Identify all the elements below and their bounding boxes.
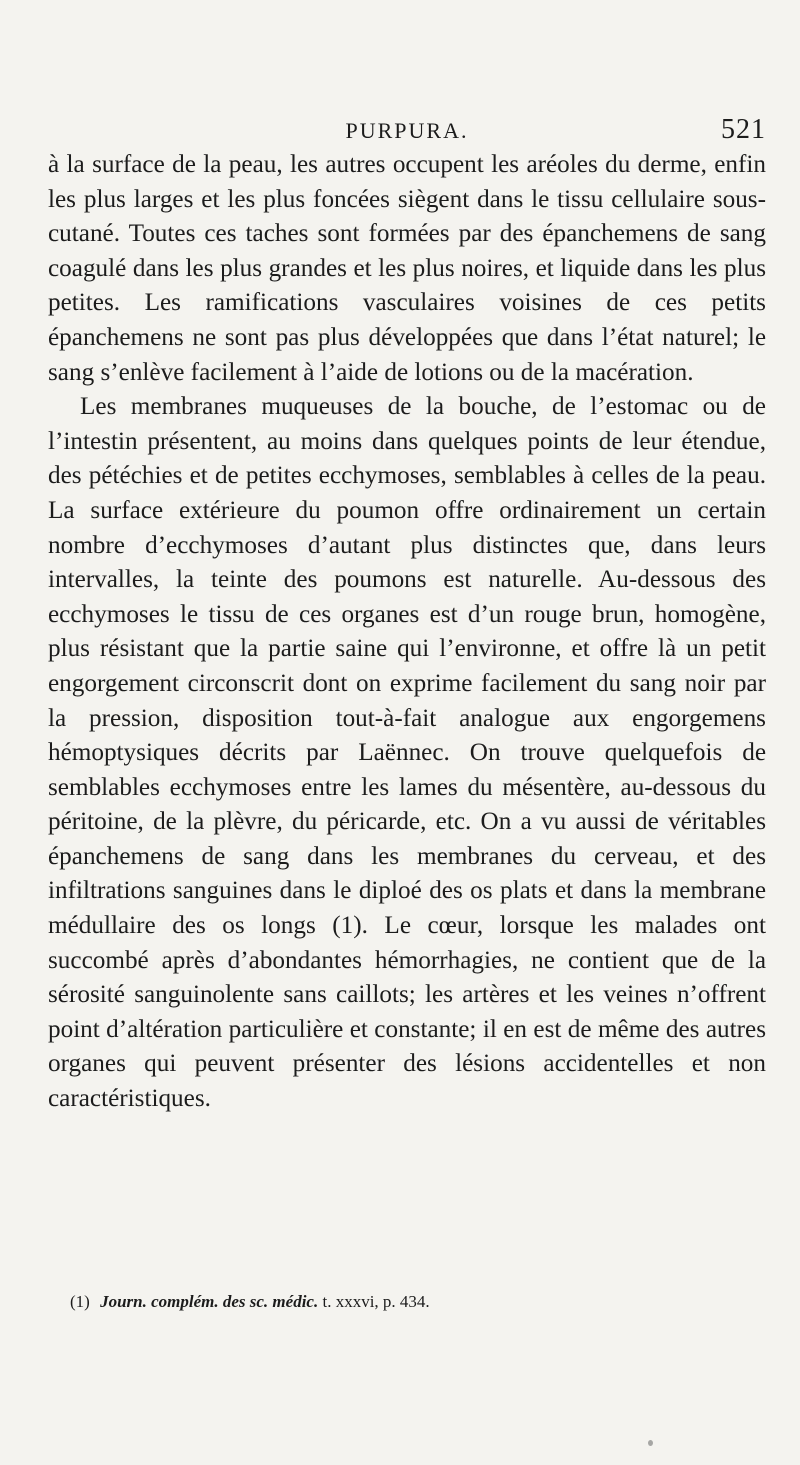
running-head xyxy=(48,116,766,146)
paragraph-continued: à la surface de la peau, les autres occupent les aréoles du derme, enfin les plus larges et les plus foncées siègent dans le tissu cellulaire sous-cutané. Toutes ces taches sont formées par des épanchemens de sang coagulé dans les plus grandes et les plus noires, et liquide dans les plus petites. Les ramifications vasculaires voisines de ces petits épanchemens ne sont pas plus développées que dans l’état naturel; le sang s’enlève facilement à l’aide de lotions ou de la macération. xyxy=(48,151,766,386)
running-title: PURPURA. xyxy=(345,118,469,143)
body-text xyxy=(48,148,766,1117)
paper-speck xyxy=(648,1440,653,1446)
page-number: 521 xyxy=(721,114,766,145)
footnote-citation: t. xxxvi, p. 434. xyxy=(322,1292,430,1311)
footnote xyxy=(70,1290,770,1314)
footnote-ref: (1) xyxy=(70,1292,90,1311)
footnote-source: Journ. complém. des sc. médic. xyxy=(100,1292,319,1311)
paragraph-membranes: Les membranes muqueuses de la bouche, de l’estomac ou de l’intestin présentent, au moins dans quelques points de leur étendue, des pétéchies et de petites ecchymoses, semblables à celles de la peau. La surface extérieure du poumon offre ordinairement un certain nombre d’ecchymoses d’autant plus distinctes que, dans leurs intervalles, la teinte des poumons est naturelle. Au-dessous des ecchymoses le tissu de ces organes est d’un rouge brun, homogène, plus résistant que la partie saine qui l’environne, et offre là un petit engorgement circonscrit dont on exprime facilement du sang noir par la pression, disposition tout-à-fait analogue aux engorgemens hémoptysiques décrits par Laënnec. On trouve quelquefois de semblables ecchymoses entre les lames du mésentère, au-dessous du péritoine, de la plèvre, du péricarde, etc. On a vu aussi de véritables épanchemens de sang dans les membranes du cerveau, et des infiltrations sanguines dans le diploé des os plats et dans la membrane médullaire des os longs (1). Le cœur, lorsque les malades ont succombé après d’abondantes hémorrhagies, ne contient que de la sérosité sanguinolente sans caillots; les artères et les veines n’offrent point d’altération particulière et constante; il en est de même des autres organes qui peuvent présenter des lésions accidentelles et non caractéristiques. xyxy=(48,393,766,1113)
